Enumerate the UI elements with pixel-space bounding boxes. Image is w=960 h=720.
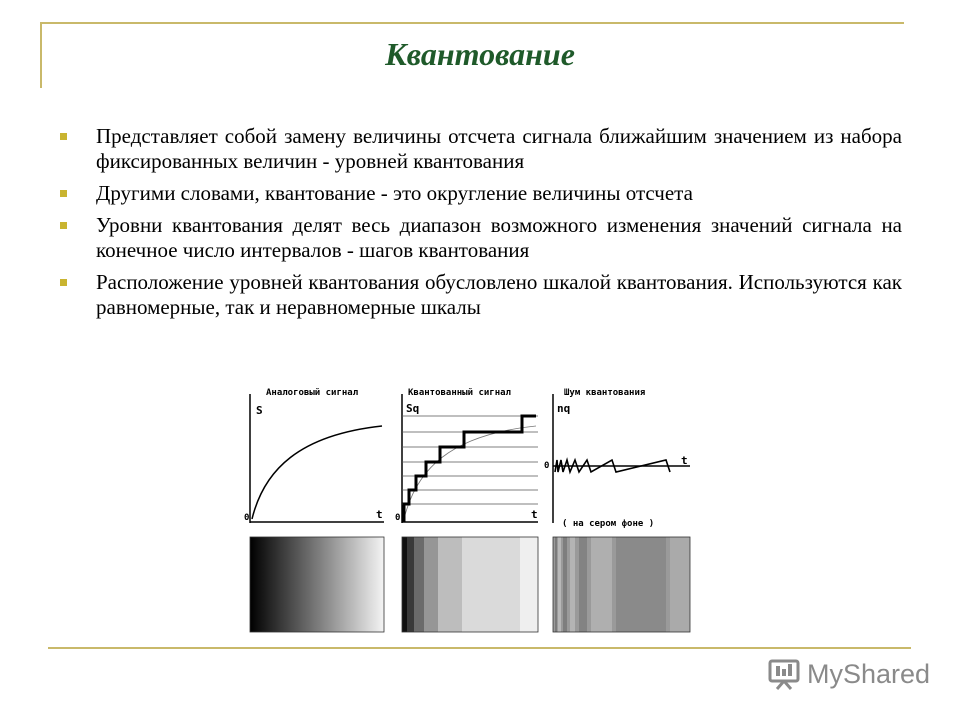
bullet-list: [60, 124, 902, 327]
axis-label-t: t: [531, 508, 538, 521]
noise-gray-bar: [553, 537, 690, 632]
bullet-item: [60, 213, 902, 263]
panel-title-analog: Аналоговый сигнал: [266, 388, 359, 398]
quantization-figure: [244, 380, 694, 635]
analog-gray-bar: [250, 537, 384, 632]
quantized-signal-panel: [395, 388, 538, 523]
top-rule: [40, 22, 904, 24]
bullet-text: Другими словами, квантование - это округление величины отсчета: [96, 181, 693, 205]
noise-note: ( на сером фоне ): [562, 519, 655, 529]
axis-label-sq: Sq: [406, 402, 420, 415]
presentation-icon: [767, 657, 801, 691]
bullet-square-icon: [60, 133, 67, 140]
bullet-item: [60, 181, 902, 206]
origin-label: 0: [244, 513, 250, 523]
axis-label-t: t: [376, 508, 383, 521]
bullet-item: [60, 124, 902, 174]
quantization-noise-panel: [544, 388, 690, 529]
bullet-item: [60, 270, 902, 320]
origin-label: 0: [395, 513, 401, 523]
bottom-rule: [48, 647, 911, 649]
bullet-square-icon: [60, 279, 67, 286]
quantization-levels: [402, 416, 538, 504]
bullet-text: Представляет собой замену величины отсчета сигнала ближайшим значением из набора фиксированных величин - уровней квантования: [96, 124, 902, 173]
analog-signal-panel: [244, 388, 384, 523]
panel-title-noise: Шум квантования: [564, 388, 646, 398]
bullet-text: Расположение уровней квантования обусловлено шкалой квантования. Используются как равномерные, так и неравномерные шкалы: [96, 270, 902, 319]
quantized-gray-bar: [402, 537, 538, 632]
bullet-square-icon: [60, 190, 67, 197]
panel-title-quantized: Квантованный сигнал: [408, 388, 511, 398]
watermark-text: MyShared: [807, 658, 931, 689]
slide-title: Квантование: [385, 36, 575, 72]
bullet-text: Уровни квантования делят весь диапазон возможного изменения значений сигнала на конечное число интервалов - шагов квантования: [96, 213, 902, 262]
axis-label-t: t: [681, 454, 688, 467]
axis-label-s: S: [256, 404, 263, 417]
bullet-square-icon: [60, 222, 67, 229]
origin-label: 0: [544, 461, 550, 471]
axis-label-nq: nq: [557, 402, 571, 415]
watermark: [767, 656, 930, 692]
analog-curve: [252, 426, 382, 519]
